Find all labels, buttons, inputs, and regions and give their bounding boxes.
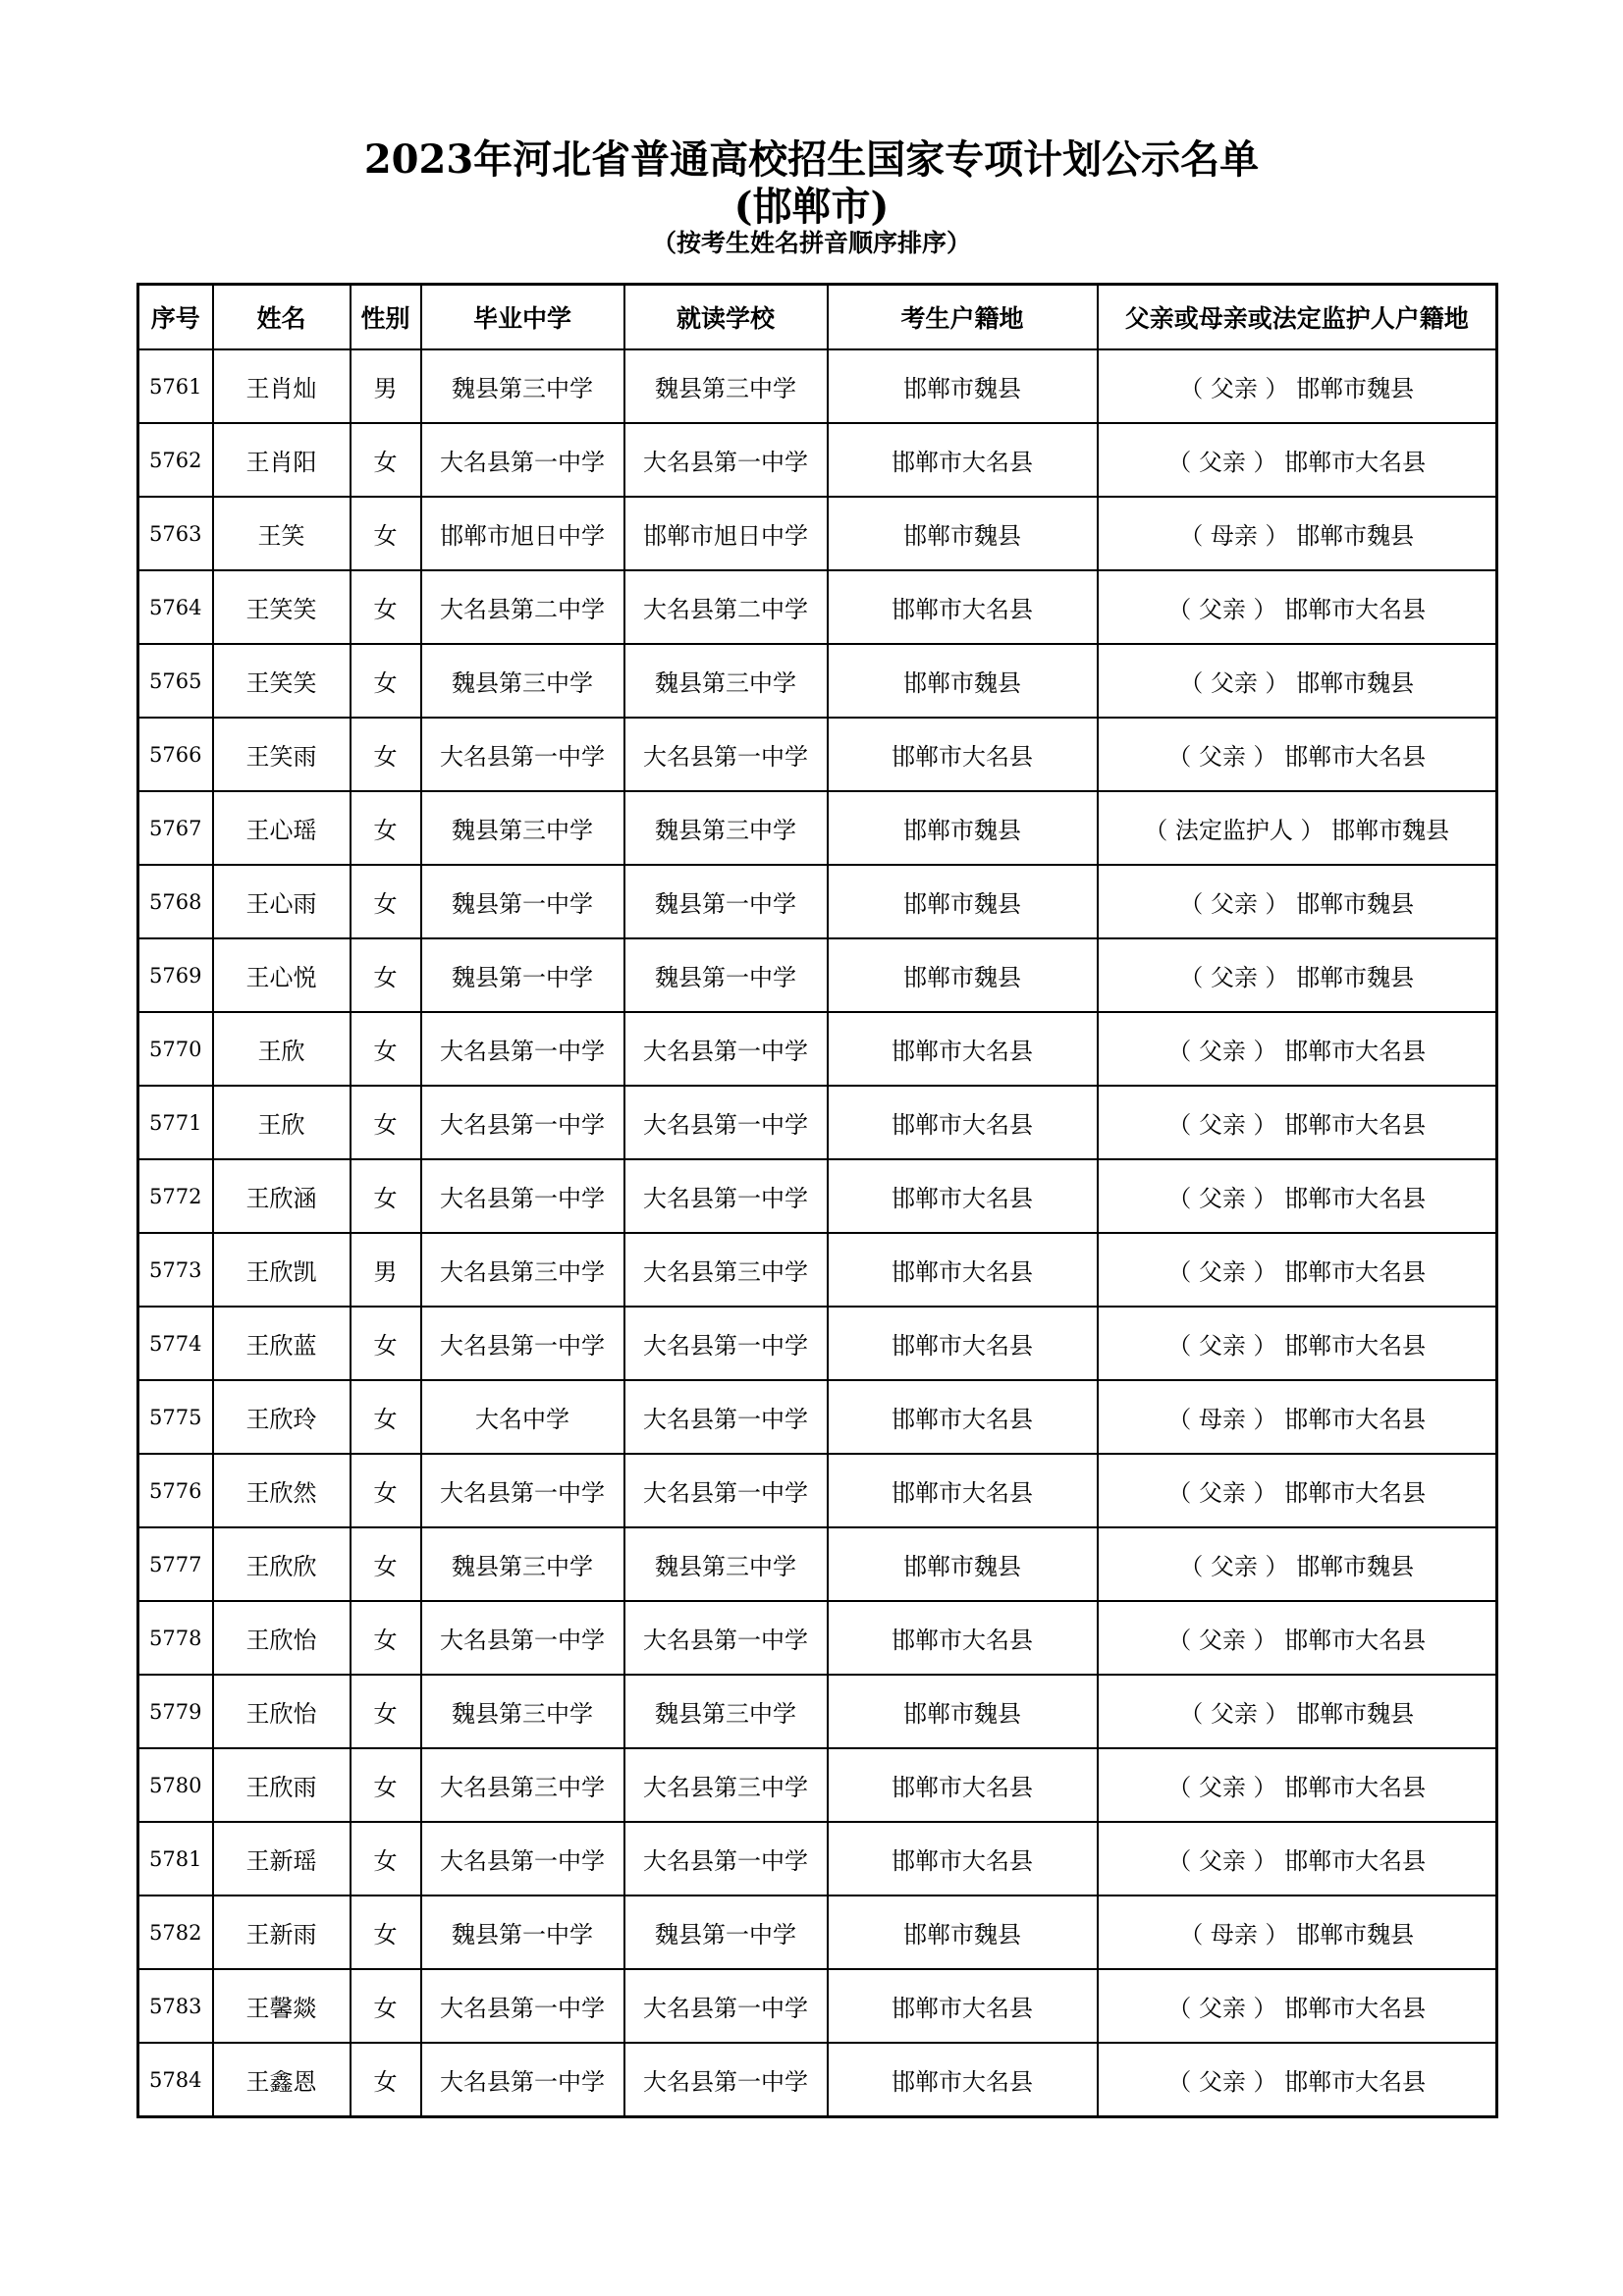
- cell-col-seq: 5781: [138, 1822, 213, 1896]
- table-row: [138, 423, 1497, 497]
- cell-col-guardian-household: （ 父亲 ） 邯郸市魏县: [1098, 1675, 1497, 1748]
- table-row: [138, 497, 1497, 570]
- cell-col-seq: 5764: [138, 570, 213, 644]
- cell-col-name: 王欣凯: [213, 1233, 351, 1307]
- cell-col-guardian-household: （ 母亲 ） 邯郸市魏县: [1098, 497, 1497, 570]
- cell-col-current-school: 魏县第三中学: [624, 791, 828, 865]
- cell-col-current-school: 大名县第三中学: [624, 1748, 828, 1822]
- cell-col-current-school: 大名县第一中学: [624, 1969, 828, 2043]
- table-row: [138, 1527, 1497, 1601]
- cell-col-name: 王心雨: [213, 865, 351, 938]
- cell-col-household: 邯郸市大名县: [828, 1233, 1098, 1307]
- document-subtitle: (邯郸市): [733, 184, 890, 230]
- cell-col-name: 王欣: [213, 1012, 351, 1086]
- cell-col-gender: 女: [351, 1012, 421, 1086]
- cell-col-household: 邯郸市魏县: [828, 349, 1098, 423]
- cell-col-current-school: 魏县第三中学: [624, 1527, 828, 1601]
- table-row: [138, 1969, 1497, 2043]
- cell-col-gender: 女: [351, 570, 421, 644]
- table-row: [138, 865, 1497, 938]
- cell-col-current-school: 大名县第一中学: [624, 1380, 828, 1454]
- cell-col-name: 王馨燚: [213, 1969, 351, 2043]
- cell-col-graduated-school: 魏县第三中学: [421, 644, 624, 718]
- cell-col-graduated-school: 大名县第一中学: [421, 718, 624, 791]
- cell-col-name: 王欣怡: [213, 1601, 351, 1675]
- cell-col-seq: 5778: [138, 1601, 213, 1675]
- header-col-name: 姓名: [213, 285, 351, 350]
- cell-col-name: 王欣欣: [213, 1527, 351, 1601]
- cell-col-name: 王笑笑: [213, 570, 351, 644]
- document-title: 2023年河北省普通高校招生国家专项计划公示名单: [363, 136, 1260, 183]
- cell-col-guardian-household: （ 父亲 ） 邯郸市魏县: [1098, 865, 1497, 938]
- cell-col-name: 王肖阳: [213, 423, 351, 497]
- cell-col-graduated-school: 大名县第一中学: [421, 1969, 624, 2043]
- cell-col-gender: 女: [351, 1748, 421, 1822]
- cell-col-household: 邯郸市大名县: [828, 570, 1098, 644]
- cell-col-household: 邯郸市魏县: [828, 497, 1098, 570]
- cell-col-name: 王欣蓝: [213, 1307, 351, 1380]
- header-col-household: 考生户籍地: [828, 285, 1098, 350]
- cell-col-seq: 5780: [138, 1748, 213, 1822]
- cell-col-guardian-household: （ 父亲 ） 邯郸市魏县: [1098, 1527, 1497, 1601]
- cell-col-current-school: 大名县第一中学: [624, 1454, 828, 1527]
- cell-col-graduated-school: 大名县第一中学: [421, 1086, 624, 1159]
- cell-col-graduated-school: 魏县第一中学: [421, 865, 624, 938]
- cell-col-gender: 女: [351, 1969, 421, 2043]
- header-col-gender: 性别: [351, 285, 421, 350]
- cell-col-graduated-school: 魏县第三中学: [421, 791, 624, 865]
- cell-col-household: 邯郸市魏县: [828, 791, 1098, 865]
- header-col-graduated-school: 毕业中学: [421, 285, 624, 350]
- cell-col-name: 王欣涵: [213, 1159, 351, 1233]
- cell-col-graduated-school: 大名县第一中学: [421, 1601, 624, 1675]
- cell-col-current-school: 大名县第一中学: [624, 1159, 828, 1233]
- cell-col-household: 邯郸市大名县: [828, 423, 1098, 497]
- cell-col-gender: 女: [351, 1307, 421, 1380]
- cell-col-household: 邯郸市大名县: [828, 1748, 1098, 1822]
- cell-col-name: 王新瑶: [213, 1822, 351, 1896]
- cell-col-household: 邯郸市大名县: [828, 2043, 1098, 2117]
- cell-col-name: 王笑笑: [213, 644, 351, 718]
- cell-col-seq: 5770: [138, 1012, 213, 1086]
- cell-col-gender: 女: [351, 938, 421, 1012]
- cell-col-seq: 5762: [138, 423, 213, 497]
- cell-col-name: 王欣然: [213, 1454, 351, 1527]
- cell-col-graduated-school: 大名县第一中学: [421, 1307, 624, 1380]
- cell-col-household: 邯郸市大名县: [828, 1969, 1098, 2043]
- table-row: [138, 938, 1497, 1012]
- cell-col-guardian-household: （ 父亲 ） 邯郸市大名县: [1098, 1307, 1497, 1380]
- cell-col-guardian-household: （ 父亲 ） 邯郸市魏县: [1098, 644, 1497, 718]
- cell-col-household: 邯郸市魏县: [828, 865, 1098, 938]
- cell-col-guardian-household: （ 父亲 ） 邯郸市大名县: [1098, 1748, 1497, 1822]
- table-row: [138, 718, 1497, 791]
- table-body: [138, 349, 1497, 2117]
- cell-col-current-school: 魏县第三中学: [624, 1675, 828, 1748]
- cell-col-graduated-school: 邯郸市旭日中学: [421, 497, 624, 570]
- cell-col-gender: 女: [351, 1086, 421, 1159]
- cell-col-seq: 5779: [138, 1675, 213, 1748]
- cell-col-seq: 5784: [138, 2043, 213, 2117]
- table-row: [138, 1159, 1497, 1233]
- cell-col-guardian-household: （ 父亲 ） 邯郸市大名县: [1098, 1233, 1497, 1307]
- cell-col-guardian-household: （ 父亲 ） 邯郸市大名县: [1098, 1086, 1497, 1159]
- cell-col-graduated-school: 大名县第一中学: [421, 1012, 624, 1086]
- cell-col-graduated-school: 魏县第三中学: [421, 349, 624, 423]
- cell-col-graduated-school: 魏县第三中学: [421, 1527, 624, 1601]
- cell-col-guardian-household: （ 父亲 ） 邯郸市大名县: [1098, 423, 1497, 497]
- sort-note: （按考生姓名拼音顺序排序）: [651, 229, 971, 257]
- cell-col-current-school: 大名县第一中学: [624, 1601, 828, 1675]
- cell-col-current-school: 大名县第三中学: [624, 1233, 828, 1307]
- cell-col-guardian-household: （ 父亲 ） 邯郸市大名县: [1098, 718, 1497, 791]
- header-row: [138, 285, 1497, 350]
- cell-col-seq: 5761: [138, 349, 213, 423]
- cell-col-current-school: 大名县第一中学: [624, 1307, 828, 1380]
- cell-col-name: 王笑雨: [213, 718, 351, 791]
- table-row: [138, 791, 1497, 865]
- cell-col-gender: 女: [351, 718, 421, 791]
- cell-col-gender: 女: [351, 865, 421, 938]
- cell-col-current-school: 魏县第三中学: [624, 644, 828, 718]
- cell-col-gender: 女: [351, 497, 421, 570]
- cell-col-current-school: 魏县第一中学: [624, 865, 828, 938]
- cell-col-household: 邯郸市魏县: [828, 1896, 1098, 1969]
- cell-col-name: 王新雨: [213, 1896, 351, 1969]
- cell-col-name: 王欣怡: [213, 1675, 351, 1748]
- cell-col-name: 王肖灿: [213, 349, 351, 423]
- cell-col-guardian-household: （ 父亲 ） 邯郸市大名县: [1098, 1012, 1497, 1086]
- cell-col-name: 王笑: [213, 497, 351, 570]
- cell-col-current-school: 大名县第二中学: [624, 570, 828, 644]
- table-row: [138, 1675, 1497, 1748]
- cell-col-graduated-school: 魏县第一中学: [421, 938, 624, 1012]
- cell-col-seq: 5771: [138, 1086, 213, 1159]
- cell-col-current-school: 邯郸市旭日中学: [624, 497, 828, 570]
- cell-col-gender: 女: [351, 1159, 421, 1233]
- cell-col-gender: 女: [351, 791, 421, 865]
- cell-col-household: 邯郸市大名县: [828, 1454, 1098, 1527]
- cell-col-seq: 5767: [138, 791, 213, 865]
- cell-col-household: 邯郸市大名县: [828, 1086, 1098, 1159]
- cell-col-current-school: 魏县第三中学: [624, 349, 828, 423]
- cell-col-gender: 女: [351, 2043, 421, 2117]
- table-row: [138, 644, 1497, 718]
- cell-col-current-school: 魏县第一中学: [624, 1896, 828, 1969]
- cell-col-gender: 男: [351, 1233, 421, 1307]
- cell-col-seq: 5768: [138, 865, 213, 938]
- cell-col-current-school: 魏县第一中学: [624, 938, 828, 1012]
- table-row: [138, 1822, 1497, 1896]
- cell-col-household: 邯郸市魏县: [828, 1527, 1098, 1601]
- cell-col-seq: 5783: [138, 1969, 213, 2043]
- cell-col-gender: 女: [351, 423, 421, 497]
- cell-col-name: 王心瑶: [213, 791, 351, 865]
- cell-col-guardian-household: （ 父亲 ） 邯郸市大名县: [1098, 570, 1497, 644]
- cell-col-household: 邯郸市大名县: [828, 1601, 1098, 1675]
- header-col-guardian-household: 父亲或母亲或法定监护人户籍地: [1098, 285, 1497, 350]
- cell-col-current-school: 大名县第一中学: [624, 1822, 828, 1896]
- cell-col-seq: 5775: [138, 1380, 213, 1454]
- header-col-current-school: 就读学校: [624, 285, 828, 350]
- roster-table: [136, 283, 1498, 2118]
- cell-col-guardian-household: （ 父亲 ） 邯郸市大名县: [1098, 2043, 1497, 2117]
- cell-col-graduated-school: 大名县第二中学: [421, 570, 624, 644]
- cell-col-household: 邯郸市大名县: [828, 1159, 1098, 1233]
- cell-col-seq: 5769: [138, 938, 213, 1012]
- cell-col-household: 邯郸市魏县: [828, 644, 1098, 718]
- cell-col-graduated-school: 魏县第一中学: [421, 1896, 624, 1969]
- table-row: [138, 1233, 1497, 1307]
- cell-col-graduated-school: 大名县第三中学: [421, 1233, 624, 1307]
- cell-col-graduated-school: 大名县第一中学: [421, 2043, 624, 2117]
- cell-col-household: 邯郸市大名县: [828, 1012, 1098, 1086]
- table-row: [138, 1896, 1497, 1969]
- cell-col-current-school: 大名县第一中学: [624, 423, 828, 497]
- table-row: [138, 1380, 1497, 1454]
- cell-col-seq: 5766: [138, 718, 213, 791]
- cell-col-graduated-school: 大名中学: [421, 1380, 624, 1454]
- cell-col-gender: 女: [351, 1454, 421, 1527]
- header-col-seq: 序号: [138, 285, 213, 350]
- cell-col-graduated-school: 大名县第一中学: [421, 1822, 624, 1896]
- cell-col-household: 邯郸市大名县: [828, 1822, 1098, 1896]
- table-row: [138, 1601, 1497, 1675]
- cell-col-name: 王心悦: [213, 938, 351, 1012]
- cell-col-graduated-school: 大名县第三中学: [421, 1748, 624, 1822]
- cell-col-household: 邯郸市魏县: [828, 1675, 1098, 1748]
- cell-col-graduated-school: 魏县第三中学: [421, 1675, 624, 1748]
- cell-col-name: 王鑫恩: [213, 2043, 351, 2117]
- cell-col-seq: 5777: [138, 1527, 213, 1601]
- cell-col-graduated-school: 大名县第一中学: [421, 423, 624, 497]
- cell-col-gender: 女: [351, 1896, 421, 1969]
- cell-col-current-school: 大名县第一中学: [624, 1012, 828, 1086]
- cell-col-guardian-household: （ 父亲 ） 邯郸市大名县: [1098, 1601, 1497, 1675]
- cell-col-seq: 5773: [138, 1233, 213, 1307]
- cell-col-current-school: 大名县第一中学: [624, 1086, 828, 1159]
- cell-col-seq: 5774: [138, 1307, 213, 1380]
- cell-col-current-school: 大名县第一中学: [624, 718, 828, 791]
- cell-col-gender: 女: [351, 1675, 421, 1748]
- cell-col-guardian-household: （ 父亲 ） 邯郸市魏县: [1098, 938, 1497, 1012]
- cell-col-seq: 5772: [138, 1159, 213, 1233]
- cell-col-name: 王欣: [213, 1086, 351, 1159]
- table-row: [138, 349, 1497, 423]
- cell-col-guardian-household: （ 父亲 ） 邯郸市大名县: [1098, 1159, 1497, 1233]
- table-row: [138, 1086, 1497, 1159]
- cell-col-household: 邯郸市大名县: [828, 718, 1098, 791]
- cell-col-guardian-household: （ 父亲 ） 邯郸市大名县: [1098, 1454, 1497, 1527]
- cell-col-graduated-school: 大名县第一中学: [421, 1454, 624, 1527]
- cell-col-guardian-household: （ 父亲 ） 邯郸市魏县: [1098, 349, 1497, 423]
- cell-col-seq: 5765: [138, 644, 213, 718]
- cell-col-current-school: 大名县第一中学: [624, 2043, 828, 2117]
- cell-col-gender: 女: [351, 1527, 421, 1601]
- cell-col-guardian-household: （ 法定监护人 ） 邯郸市魏县: [1098, 791, 1497, 865]
- table-row: [138, 1748, 1497, 1822]
- cell-col-guardian-household: （ 父亲 ） 邯郸市大名县: [1098, 1969, 1497, 2043]
- cell-col-guardian-household: （ 母亲 ） 邯郸市魏县: [1098, 1896, 1497, 1969]
- table-row: [138, 1454, 1497, 1527]
- cell-col-household: 邯郸市大名县: [828, 1380, 1098, 1454]
- cell-col-name: 王欣玲: [213, 1380, 351, 1454]
- cell-col-gender: 女: [351, 1380, 421, 1454]
- cell-col-gender: 女: [351, 644, 421, 718]
- table-row: [138, 2043, 1497, 2117]
- cell-col-name: 王欣雨: [213, 1748, 351, 1822]
- cell-col-graduated-school: 大名县第一中学: [421, 1159, 624, 1233]
- cell-col-seq: 5782: [138, 1896, 213, 1969]
- table-row: [138, 570, 1497, 644]
- cell-col-household: 邯郸市魏县: [828, 938, 1098, 1012]
- cell-col-guardian-household: （ 父亲 ） 邯郸市大名县: [1098, 1822, 1497, 1896]
- cell-col-seq: 5776: [138, 1454, 213, 1527]
- table-row: [138, 1307, 1497, 1380]
- cell-col-household: 邯郸市大名县: [828, 1307, 1098, 1380]
- cell-col-guardian-household: （ 母亲 ） 邯郸市大名县: [1098, 1380, 1497, 1454]
- cell-col-gender: 女: [351, 1822, 421, 1896]
- cell-col-gender: 男: [351, 349, 421, 423]
- cell-col-seq: 5763: [138, 497, 213, 570]
- cell-col-gender: 女: [351, 1601, 421, 1675]
- table-row: [138, 1012, 1497, 1086]
